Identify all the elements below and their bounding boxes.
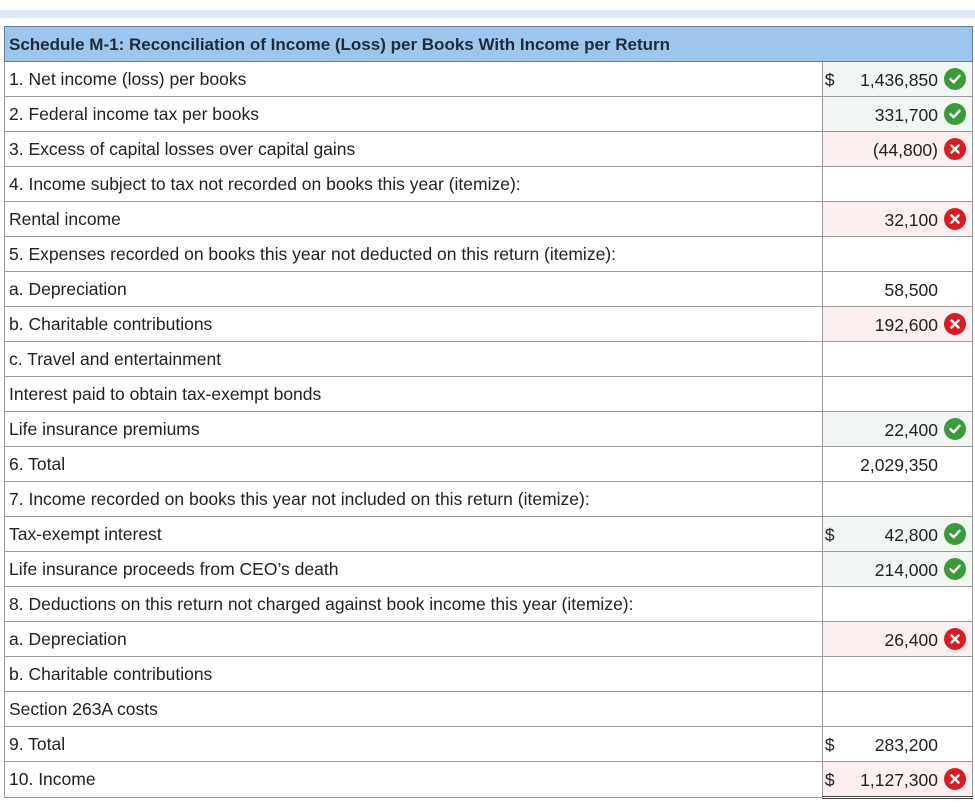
- row-label: 2. Federal income tax per books: [9, 103, 259, 124]
- row-amount-cell[interactable]: [822, 307, 972, 342]
- x-circle-icon: [944, 138, 966, 160]
- row-label: Life insurance premiums: [9, 418, 200, 439]
- table-row: [5, 587, 973, 622]
- row-label: 10. Income: [9, 769, 96, 789]
- amount-input[interactable]: [823, 657, 972, 691]
- row-label: c. Travel and entertainment: [9, 348, 222, 369]
- row-label: Tax-exempt interest: [9, 523, 162, 544]
- check-circle-icon: [944, 418, 966, 440]
- amount-input[interactable]: [823, 412, 972, 446]
- table-row: [5, 762, 973, 798]
- row-amount-cell[interactable]: [822, 727, 972, 762]
- row-label-cell: [5, 167, 823, 202]
- x-circle-icon: [944, 208, 966, 230]
- currency-symbol: $: [824, 525, 835, 545]
- row-amount-cell[interactable]: [822, 552, 972, 587]
- table-row: [5, 482, 973, 517]
- top-accent-bar: [0, 10, 975, 18]
- table-row: [5, 97, 973, 132]
- currency-symbol: $: [824, 770, 835, 790]
- amount-input[interactable]: [823, 517, 972, 551]
- table-row: [5, 412, 973, 447]
- table-row: [5, 167, 973, 202]
- row-label: Interest paid to obtain tax-exempt bonds: [9, 383, 322, 404]
- amount-value: 42,800: [884, 525, 938, 545]
- row-label: 1. Net income (loss) per books: [9, 68, 247, 89]
- table-row: [5, 517, 973, 552]
- amount-value: 26,400: [884, 630, 938, 650]
- row-amount-cell[interactable]: [822, 517, 972, 552]
- row-label: b. Charitable contributions: [9, 313, 213, 334]
- currency-symbol: $: [824, 70, 835, 90]
- amount-value: 2,029,350: [860, 455, 938, 475]
- table-row: [5, 552, 973, 587]
- row-amount-cell[interactable]: [822, 237, 972, 272]
- amount-input[interactable]: [823, 447, 972, 481]
- row-amount-cell[interactable]: [822, 202, 972, 237]
- row-label-cell: [5, 657, 823, 692]
- row-label-cell: [5, 517, 823, 552]
- amount-value: 1,436,850: [860, 70, 938, 90]
- currency-symbol: $: [824, 735, 835, 755]
- amount-input[interactable]: [823, 97, 972, 131]
- check-circle-icon: [944, 558, 966, 580]
- row-label: Life insurance proceeds from CEO’s death: [9, 558, 339, 579]
- schedule-title: Schedule M-1: Reconciliation of Income (Loss) per Books With Income per Return: [9, 34, 671, 54]
- row-label: 5. Expenses recorded on books this year not deducted on this return (itemize):: [9, 243, 616, 264]
- check-circle-icon: [944, 523, 966, 545]
- schedule-title-cell: [5, 27, 973, 62]
- amount-input[interactable]: [823, 237, 972, 271]
- amount-value: 32,100: [884, 210, 938, 230]
- amount-input[interactable]: [823, 307, 972, 341]
- row-amount-cell[interactable]: [822, 482, 972, 517]
- amount-input[interactable]: [823, 622, 972, 656]
- row-label-cell: [5, 97, 823, 132]
- row-label: 8. Deductions on this return not charged against book income this year (itemize):: [9, 593, 634, 614]
- row-label-cell: [5, 692, 823, 727]
- row-label-cell: [5, 202, 823, 237]
- row-amount-cell[interactable]: [822, 272, 972, 307]
- table-row: [5, 272, 973, 307]
- table-row: [5, 657, 973, 692]
- table-row: [5, 237, 973, 272]
- table-row: [5, 377, 973, 412]
- amount-input[interactable]: [823, 692, 972, 726]
- amount-value: 331,700: [874, 105, 938, 125]
- row-amount-cell[interactable]: [822, 622, 972, 657]
- x-circle-icon: [944, 768, 966, 790]
- row-label-cell: [5, 552, 823, 587]
- row-amount-cell[interactable]: [822, 412, 972, 447]
- row-label: Rental income: [9, 208, 121, 229]
- amount-input[interactable]: [823, 552, 972, 586]
- check-circle-icon: [944, 103, 966, 125]
- amount-value: 192,600: [874, 315, 938, 335]
- amount-value: 214,000: [874, 560, 938, 580]
- row-label-cell: [5, 482, 823, 517]
- row-label-cell: [5, 132, 823, 167]
- row-label-cell: [5, 237, 823, 272]
- x-circle-icon: [944, 313, 966, 335]
- amount-value: 283,200: [874, 735, 938, 755]
- row-label-cell: [5, 412, 823, 447]
- amount-input[interactable]: [823, 342, 972, 376]
- amount-input[interactable]: [823, 762, 972, 796]
- amount-input[interactable]: [823, 482, 972, 516]
- table-row: [5, 622, 973, 657]
- row-label-cell: [5, 587, 823, 622]
- table-row: [5, 307, 973, 342]
- row-label-cell: [5, 342, 823, 377]
- row-amount-cell[interactable]: [822, 97, 972, 132]
- table-row: [5, 727, 973, 762]
- amount-value: 58,500: [884, 280, 938, 300]
- check-circle-icon: [944, 68, 966, 90]
- row-label-cell: [5, 272, 823, 307]
- row-label-cell: [5, 447, 823, 482]
- table-row: [5, 132, 973, 167]
- row-amount-cell[interactable]: [822, 657, 972, 692]
- row-amount-cell[interactable]: [822, 762, 972, 798]
- amount-input[interactable]: [823, 727, 972, 761]
- amount-input[interactable]: [823, 272, 972, 306]
- row-amount-cell[interactable]: [822, 167, 972, 202]
- amount-value: (44,800): [872, 140, 938, 160]
- row-amount-cell[interactable]: [822, 62, 972, 97]
- row-amount-cell[interactable]: [822, 132, 972, 167]
- row-label: 9. Total: [9, 733, 66, 754]
- amount-input[interactable]: [823, 167, 972, 201]
- row-label: a. Depreciation: [9, 278, 127, 299]
- schedule-m1-table: [4, 26, 973, 799]
- row-amount-cell[interactable]: [822, 447, 972, 482]
- x-circle-icon: [944, 628, 966, 650]
- row-label-cell: [5, 622, 823, 657]
- table-row: [5, 692, 973, 727]
- row-label: b. Charitable contributions: [9, 663, 213, 684]
- table-row: [5, 447, 973, 482]
- table-row: [5, 342, 973, 377]
- table-row: [5, 62, 973, 97]
- row-label: 3. Excess of capital losses over capital gains: [9, 138, 356, 159]
- amount-input[interactable]: [823, 132, 972, 166]
- row-amount-cell[interactable]: [822, 692, 972, 727]
- row-label: 7. Income recorded on books this year not included on this return (itemize):: [9, 488, 590, 509]
- row-label-cell: [5, 762, 823, 798]
- amount-value: 1,127,300: [860, 770, 938, 790]
- row-amount-cell[interactable]: [822, 377, 972, 412]
- row-amount-cell[interactable]: [822, 342, 972, 377]
- row-label: a. Depreciation: [9, 628, 127, 649]
- table-header-row: [5, 27, 973, 62]
- row-label: Section 263A costs: [9, 698, 158, 719]
- row-label-cell: [5, 377, 823, 412]
- row-label-cell: [5, 307, 823, 342]
- amount-value: 22,400: [884, 420, 938, 440]
- amount-input[interactable]: [823, 202, 972, 236]
- amount-input[interactable]: [823, 377, 972, 411]
- row-label-cell: [5, 62, 823, 97]
- amount-input[interactable]: [823, 62, 972, 96]
- row-label-cell: [5, 727, 823, 762]
- row-amount-cell[interactable]: [822, 587, 972, 622]
- row-label: 4. Income subject to tax not recorded on books this year (itemize):: [9, 173, 521, 194]
- row-label: 6. Total: [9, 453, 66, 474]
- amount-input[interactable]: [823, 587, 972, 621]
- table-row: [5, 202, 973, 237]
